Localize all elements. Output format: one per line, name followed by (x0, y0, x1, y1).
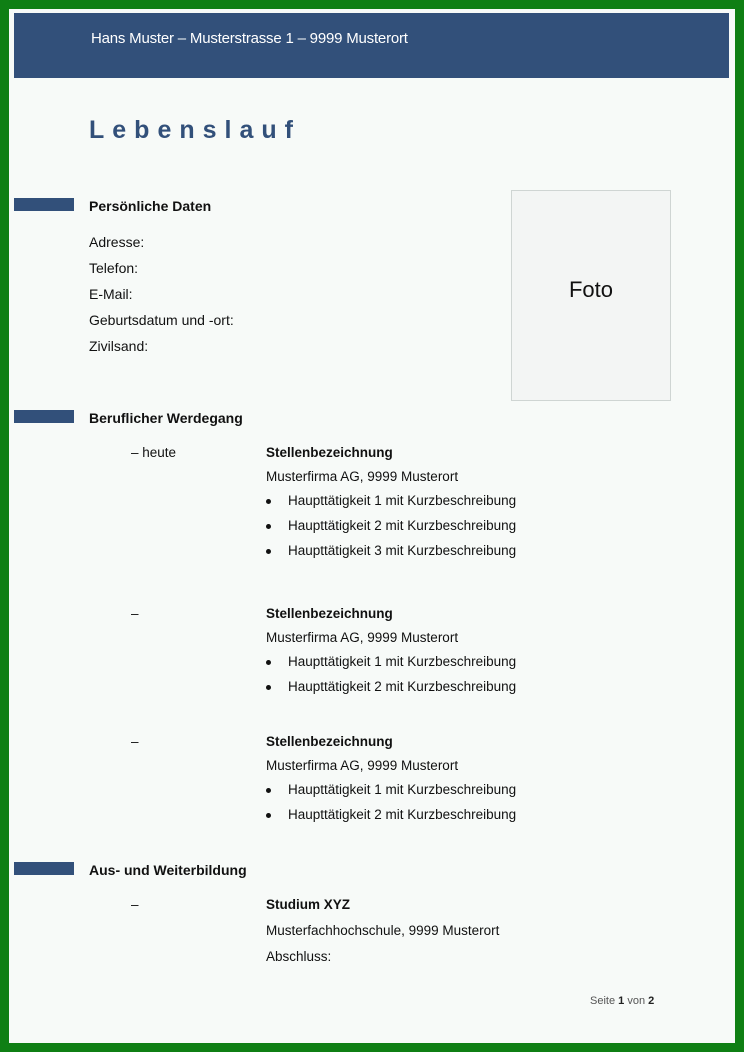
section-title-career: Beruflicher Werdegang (89, 410, 243, 426)
task-text: Haupttätigkeit 1 mit Kurzbeschreibung (288, 493, 517, 508)
job-3-date: – (131, 734, 139, 749)
job-2-date: – (131, 606, 139, 621)
section-marker-personal (14, 198, 74, 211)
task-text: Haupttätigkeit 3 mit Kurzbeschreibung (288, 543, 517, 558)
of-word: von (627, 995, 646, 1007)
total-pages: 2 (648, 995, 655, 1007)
job-1-date: – heute (131, 445, 177, 460)
bullet-icon (266, 813, 271, 818)
job-3-company: Musterfirma AG, 9999 Musterort (266, 758, 459, 773)
field-label-address: Adresse: (89, 234, 145, 250)
section-title-education: Aus- und Weiterbildung (89, 862, 247, 878)
task-text: Haupttätigkeit 1 mit Kurzbeschreibung (288, 782, 517, 797)
photo-label: Foto (568, 277, 614, 302)
page-number (590, 995, 654, 1007)
current-page: 1 (618, 995, 625, 1007)
task-text: Haupttätigkeit 1 mit Kurzbeschreibung (288, 654, 517, 669)
photo-placeholder (511, 190, 671, 401)
bullet-icon (266, 788, 271, 793)
header-bar (14, 13, 729, 78)
job-2-company: Musterfirma AG, 9999 Musterort (266, 630, 459, 645)
job-1-title: Stellenbezeichnung (266, 445, 393, 460)
bullet-icon (266, 549, 271, 554)
section-title-personal: Persönliche Daten (89, 198, 212, 214)
header-contact-line: Hans Muster – Musterstrasse 1 – 9999 Musterort (91, 30, 408, 47)
bullet-icon (266, 524, 271, 529)
task-text: Haupttätigkeit 2 mit Kurzbeschreibung (288, 518, 517, 533)
education-1-title: Studium XYZ (266, 897, 350, 912)
section-marker-education (14, 862, 74, 875)
field-label-birth: Geburtsdatum und -ort: (89, 312, 234, 328)
education-1-school: Musterfachhochschule, 9999 Musterort (266, 923, 500, 938)
education-1-date: – (131, 897, 139, 912)
bullet-icon (266, 499, 271, 504)
field-label-email: E-Mail: (89, 286, 133, 302)
task-text: Haupttätigkeit 2 mit Kurzbeschreibung (288, 807, 517, 822)
task-text: Haupttätigkeit 2 mit Kurzbeschreibung (288, 679, 517, 694)
job-1-company: Musterfirma AG, 9999 Musterort (266, 469, 459, 484)
page-word: Seite (590, 995, 616, 1007)
job-3-title: Stellenbezeichnung (266, 734, 393, 749)
education-1-degree: Abschluss: (266, 949, 332, 964)
bullet-icon (266, 685, 271, 690)
job-2-title: Stellenbezeichnung (266, 606, 393, 621)
field-label-phone: Telefon: (89, 260, 139, 276)
section-marker-career (14, 410, 74, 423)
bullet-icon (266, 660, 271, 665)
field-label-civil-status: Zivilsand: (89, 338, 149, 354)
page-title: Lebenslauf (89, 116, 301, 144)
